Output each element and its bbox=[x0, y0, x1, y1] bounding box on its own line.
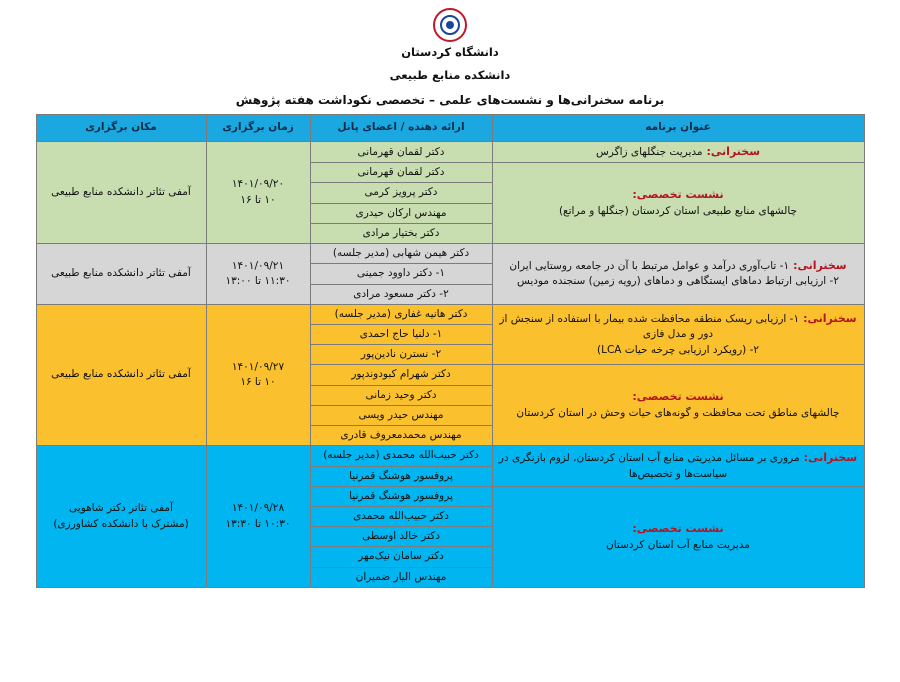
speaker-cell: ۲- نسترن نادین‌پور bbox=[310, 345, 492, 365]
time-line: ۱۴۰۱/۰۹/۲۰ bbox=[231, 178, 285, 191]
speaker-cell: پروفسور هوشنگ قمرنیا bbox=[310, 466, 492, 486]
speaker-cell: دکتر وحید زمانی bbox=[310, 385, 492, 405]
speaker-cell: مهندس محمدمعروف قادری bbox=[310, 426, 492, 446]
program-title-cell bbox=[492, 244, 864, 305]
time-cell bbox=[206, 244, 310, 305]
speaker-cell: دکتر هیمن شهابی (مدیر جلسه) bbox=[310, 244, 492, 264]
speaker-cell: دکتر حبیب‌الله محمدی bbox=[310, 506, 492, 526]
program-title-line: چالشهای منابع طبیعی استان کردستان (جنگلها و مراتع) bbox=[558, 205, 798, 218]
document-header bbox=[0, 0, 900, 107]
time-cell bbox=[206, 142, 310, 244]
program-kind-label: نشست تخصصی: bbox=[632, 390, 724, 404]
speaker-cell: دکتر سامان نیک‌مهر bbox=[310, 547, 492, 567]
table-row bbox=[36, 244, 864, 264]
place-cell bbox=[36, 304, 206, 446]
program-title-line: سیاست‌ها و تخصیص‌ها bbox=[628, 467, 728, 480]
program-title-line: ۱- ارزیابی ریسک منطقه محافظت شده بیمار با استفاده از سنجش از دور و مدل فازی bbox=[499, 313, 800, 341]
time-cell bbox=[206, 304, 310, 446]
time-line: ۱۰:۳۰ تا ۱۳:۳۰ bbox=[225, 517, 291, 530]
table-header-row bbox=[36, 115, 864, 142]
speaker-cell: دکتر هانیه غفاری (مدیر جلسه) bbox=[310, 304, 492, 324]
program-kind-label: سخنرانی: bbox=[706, 145, 761, 158]
place-line: آمفی تئاتر دانشکده منابع طبیعی bbox=[51, 267, 191, 280]
place-cell bbox=[36, 446, 206, 588]
time-line: ۱۱:۳۰ تا ۱۳:۰۰ bbox=[225, 274, 291, 287]
table-row bbox=[36, 446, 864, 466]
program-title-cell bbox=[492, 365, 864, 446]
program-title-line: ۲- (رویکرد ارزیابی چرخه حیات LCA) bbox=[596, 343, 760, 356]
program-kind-label: نشست تخصصی: bbox=[632, 521, 724, 535]
speaker-cell: پروفسور هوشنگ قمرنیا bbox=[310, 486, 492, 506]
place-cell bbox=[36, 142, 206, 244]
table-row bbox=[36, 304, 864, 324]
time-line: ۱۴۰۱/۰۹/۲۷ bbox=[231, 360, 285, 373]
column-header-title: عنوان برنامه bbox=[492, 115, 864, 142]
speaker-cell: مهندس ارکان حیدری bbox=[310, 203, 492, 223]
place-line: (مشترک با دانشکده کشاورزی) bbox=[53, 517, 189, 530]
place-cell bbox=[36, 244, 206, 305]
speaker-cell: دکتر لقمان قهرمانی bbox=[310, 163, 492, 183]
speaker-cell: دکتر خالد اوسطی bbox=[310, 527, 492, 547]
program-title-cell bbox=[492, 304, 864, 365]
program-title-line: ۲- ارزیابی ارتباط دماهای ایستگاهی و دماهای (رویه زمین) سنجنده مودیس bbox=[517, 275, 839, 288]
university-seal-icon bbox=[433, 8, 467, 42]
time-line: ۱۴۰۱/۰۹/۲۸ bbox=[231, 502, 285, 515]
speaker-cell: ۲- دکتر مسعود مرادی bbox=[310, 284, 492, 304]
program-title-line: مروری بر مسائل مدیریتی منابع آب استان کردستان، لزوم بازنگری در bbox=[498, 452, 800, 465]
time-cell bbox=[206, 446, 310, 588]
speaker-cell: دکتر بختیار مرادی bbox=[310, 223, 492, 243]
time-line: ۱۰ تا ۱۶ bbox=[240, 376, 276, 389]
time-line: ۱۰ تا ۱۶ bbox=[240, 193, 276, 206]
program-kind-label: سخنرانی: bbox=[793, 259, 847, 273]
program-kind-label: نشست تخصصی: bbox=[632, 188, 724, 202]
speaker-cell: دکتر حبیب‌الله محمدی (مدیر جلسه) bbox=[310, 446, 492, 466]
schedule-body bbox=[36, 142, 864, 588]
speaker-cell: دکتر شهرام کبودوندپور bbox=[310, 365, 492, 385]
program-title-line: مدیریت جنگلهای زاگرس bbox=[595, 146, 703, 158]
column-header-place: مکان برگزاری bbox=[36, 115, 206, 142]
speaker-cell: مهندس حیدر ویسی bbox=[310, 405, 492, 425]
place-line: آمفی تئاتر دانشکده منابع طبیعی bbox=[51, 185, 191, 198]
place-line: آمفی تئاتر دانشکده منابع طبیعی bbox=[51, 368, 191, 381]
program-title-line: مدیریت منابع آب استان کردستان bbox=[606, 538, 750, 551]
speaker-cell: دکتر پرویز کرمی bbox=[310, 183, 492, 203]
university-name: دانشگاه کردستان bbox=[401, 45, 499, 59]
speaker-cell: ۱- دلنیا حاج احمدی bbox=[310, 324, 492, 344]
program-kind-label: سخنرانی: bbox=[803, 312, 857, 326]
program-title-line: ۱- تاب‌آوری درآمد و عوامل مرتبط با آن در جامعه روستایی ایران bbox=[509, 260, 790, 273]
program-title-cell bbox=[492, 163, 864, 244]
speaker-cell: دکتر لقمان قهرمانی bbox=[310, 142, 492, 163]
program-title-cell bbox=[492, 446, 864, 486]
schedule-table bbox=[36, 114, 865, 588]
program-title-cell bbox=[492, 142, 864, 163]
program-title-cell bbox=[492, 486, 864, 587]
program-title-line: چالشهای مناطق تحت محافظت و گونه‌های حیات وحش در استان کردستان bbox=[516, 407, 840, 420]
speaker-cell: ۱- دکتر داوود جمینی bbox=[310, 264, 492, 284]
faculty-name: دانشکده منابع طبیعی bbox=[389, 68, 511, 82]
place-line: آمفی تئاتر دکتر شاهویی bbox=[69, 502, 173, 515]
column-header-time: زمان برگزاری bbox=[206, 115, 310, 142]
table-row bbox=[36, 142, 864, 163]
time-line: ۱۴۰۱/۰۹/۲۱ bbox=[231, 259, 285, 272]
column-header-speaker: ارائه دهنده / اعضای پانل bbox=[310, 115, 492, 142]
page-title: برنامه سخنرانی‌ها و نشست‌های علمی – تخصصی نکوداشت هفته پژوهش bbox=[235, 93, 665, 107]
speaker-cell: مهندس الیار ضمیران bbox=[310, 567, 492, 587]
program-kind-label: سخنرانی: bbox=[803, 451, 858, 465]
